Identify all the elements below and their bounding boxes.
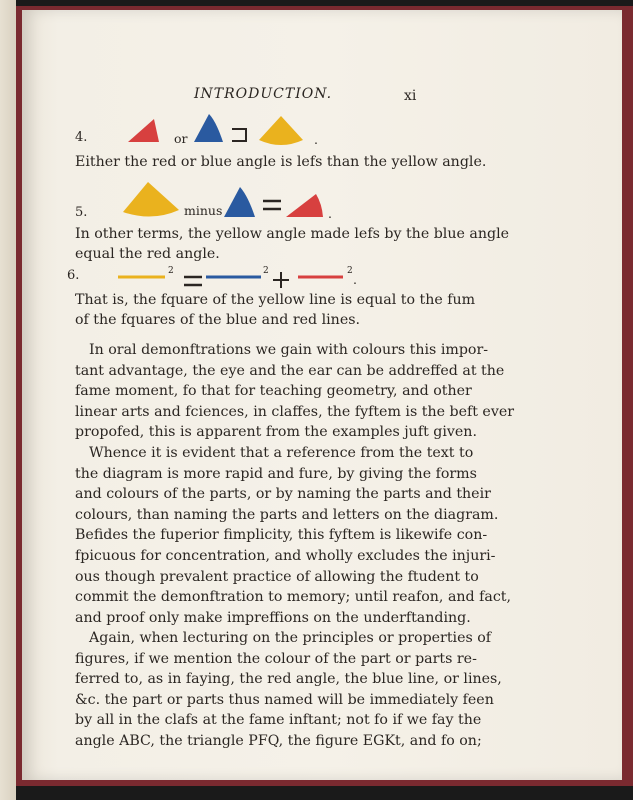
paragraph-line: tant advantage, the eye and the ear can be addreffed at the [75,362,505,379]
item-6-text-line: of the fquares of the blue and red lines. [75,312,361,328]
blue-angle-icon [224,186,256,218]
paragraph [75,443,512,628]
minus-word: minus [184,203,223,218]
paragraph-line: Again, when lecturing on the principles or properties of [89,630,492,646]
item-6-text-line: That is, the fquare of the yellow line is equal to the fum [75,292,476,308]
paragraph-line: and colours of the parts, or by naming the parts and their [75,486,491,503]
item-number: 6. [67,268,80,283]
paragraph-line: colours, than naming the parts and letters on the diagram. [75,506,499,523]
paragraph-line: fpicuous for concentration, and wholly excludes the injuri- [75,547,496,564]
yellow-angle-icon [122,182,180,220]
item-5-text-line: equal the red angle. [75,246,220,262]
period: . [328,206,332,221]
paragraph-line: ferred to, as in faying, the red angle, the blue line, or lines, [75,671,502,688]
paragraph-line: the diagram is more rapid and fure, by giving the forms [75,465,477,482]
paragraph-line: linear arts and fciences, in claffes, the fyftem is the beft ever [75,403,515,420]
item-4-text: Either the red or blue angle is lefs than the yellow angle. [75,154,487,170]
superscript: 2 [263,266,269,276]
paragraph-line: commit the demonftration to memory; until reafon, and fact, [75,589,512,606]
paragraph-line: angle ABC, the triangle PFQ, the figure EGKt, and fo on; [75,732,482,749]
paragraph [75,628,502,752]
paragraph-line: Whence it is evident that a reference from the text to [89,445,474,461]
subset-symbol-icon [231,127,249,143]
red-angle-icon [128,117,160,143]
paragraph-line: &c. the part or parts thus named will be immediately feen [75,691,494,708]
equals-icon [263,199,281,211]
paragraph-line: propofed, this is apparent from the examples juft given. [75,424,477,441]
or-word: or [174,131,188,146]
period: . [353,272,357,287]
paragraph-line: and proof only make impreffions on the underftanding. [75,609,471,626]
item-number: 5. [75,205,88,220]
plus-icon [273,272,289,288]
yellow-line-icon [118,274,166,280]
paragraph [75,340,515,443]
item-5-text-line: In other terms, the yellow angle made lefs by the blue angle [75,226,510,242]
paragraph-line: In oral demonftrations we gain with colours this impor- [89,342,489,358]
book-page [22,10,622,780]
item-number: 4. [75,130,88,145]
paragraph-line: Befides the fuperior fimplicity, this fyftem is likewife con- [75,527,488,544]
yellow-angle-icon [258,116,304,146]
period: . [314,132,318,147]
red-line-icon [298,274,344,280]
page-number: xi [404,88,417,104]
left-page-edge [0,0,16,800]
paragraph-line: fame moment, fo that for teaching geometry, and other [75,383,472,400]
equals-icon [184,275,202,287]
superscript: 2 [347,266,353,276]
blue-line-icon [206,274,262,280]
running-header: INTRODUCTION. [194,86,333,102]
paragraph-line: ous though prevalent practice of allowing the ftudent to [75,568,479,585]
paragraph-line: figures, if we mention the colour of the part or parts re- [75,650,477,667]
paragraph-line: by all in the clafs at the fame inftant; not fo if we fay the [75,712,482,729]
blue-angle-icon [194,113,224,143]
superscript: 2 [168,266,174,276]
red-angle-icon [286,192,324,218]
